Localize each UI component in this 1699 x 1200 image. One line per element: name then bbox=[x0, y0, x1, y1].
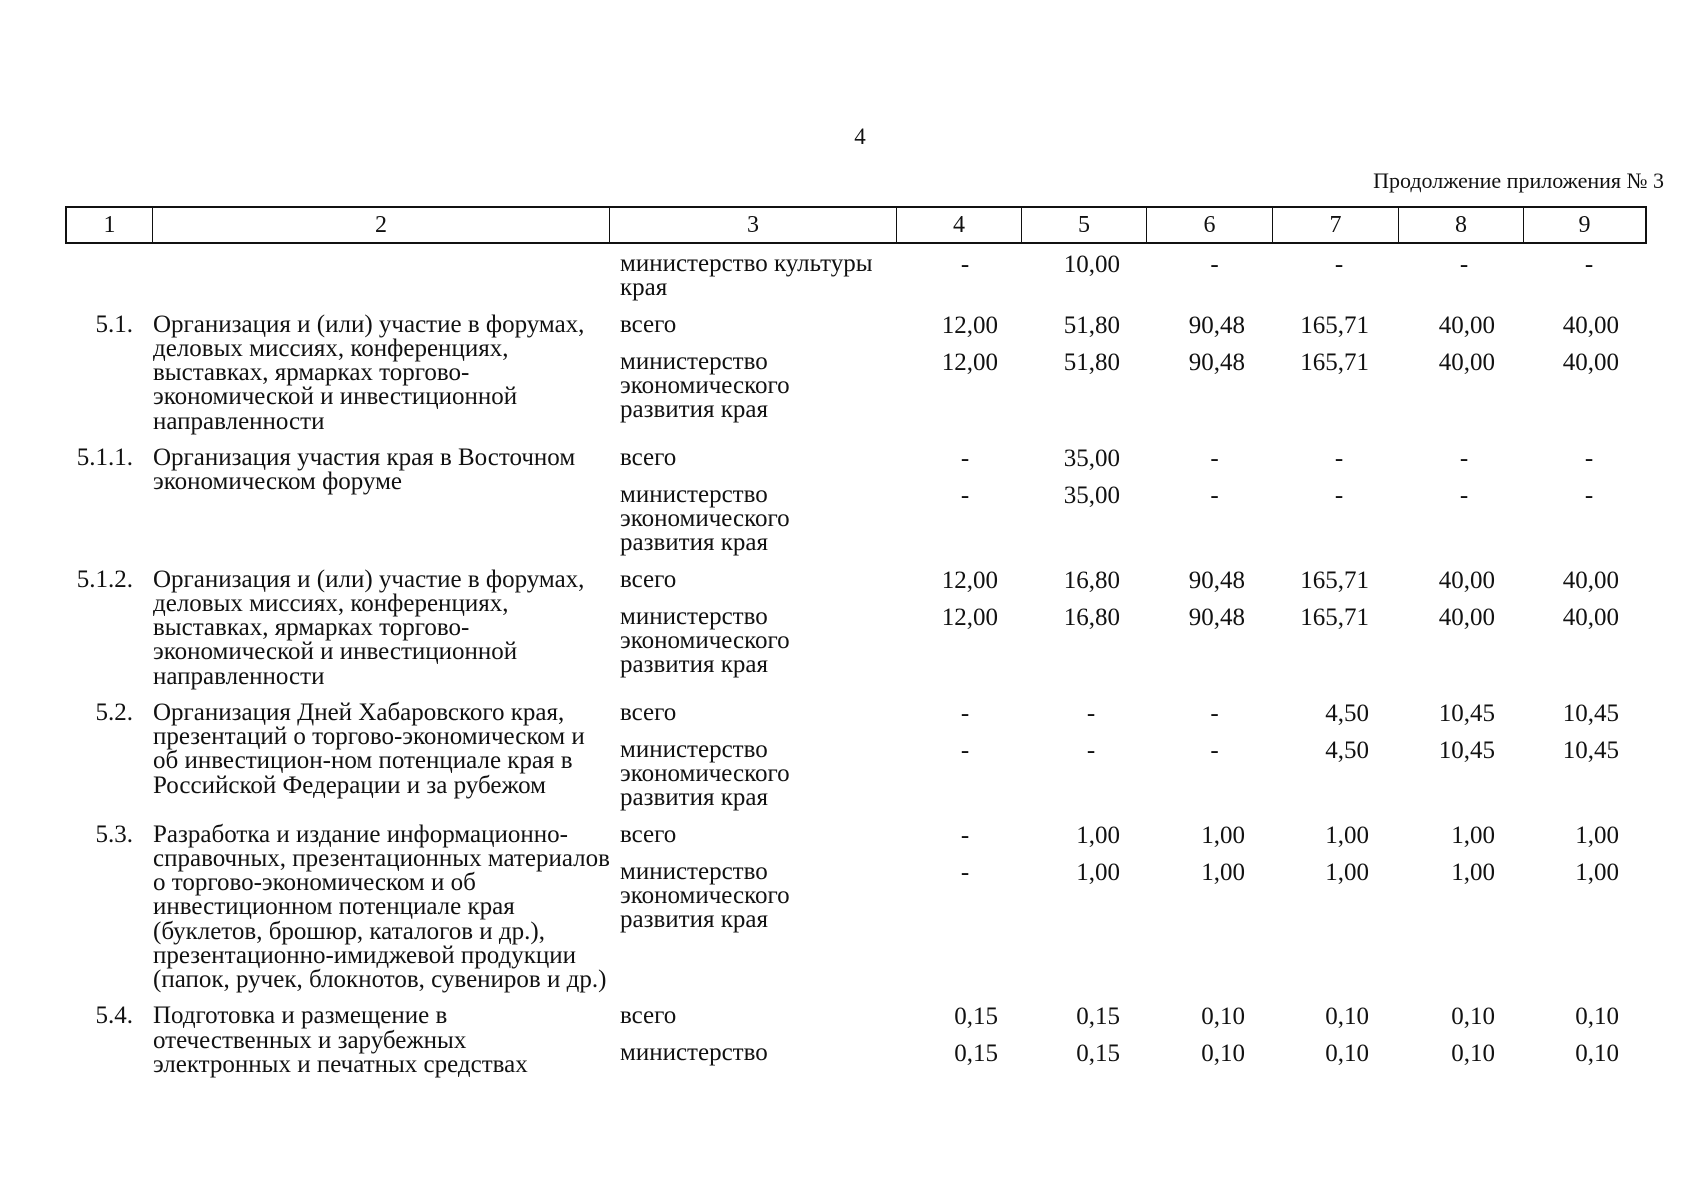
funding-line bbox=[610, 735, 1647, 812]
value-col-9: - bbox=[1584, 251, 1594, 278]
header-cell-7: 7 bbox=[1273, 208, 1399, 242]
value-col-4: 0,15 bbox=[954, 1003, 998, 1031]
header-cell-4: 4 bbox=[897, 208, 1022, 242]
value-col-7: 165,71 bbox=[1300, 566, 1369, 594]
table-row bbox=[65, 820, 1647, 993]
row-number: 5.4. bbox=[95, 1002, 133, 1030]
value-col-8: 40,00 bbox=[1438, 566, 1495, 594]
value-col-6: 90,48 bbox=[1188, 311, 1245, 339]
value-col-6: - bbox=[1210, 736, 1219, 764]
value-col-8: 0,10 bbox=[1451, 1003, 1495, 1031]
value-col-9: - bbox=[1584, 444, 1594, 472]
funding-line bbox=[610, 1004, 1647, 1029]
value-col-6: - bbox=[1210, 444, 1219, 472]
row-activity-name: Подготовка и размещение в отечественных и зарубежных электронных и печатных средствах bbox=[153, 1002, 528, 1078]
table-row bbox=[65, 565, 1647, 690]
value-col-6: 1,00 bbox=[1201, 858, 1245, 886]
value-col-5: 1,00 bbox=[1076, 858, 1120, 886]
funder-name: всего bbox=[620, 310, 677, 338]
value-col-8: 0,10 bbox=[1451, 1040, 1495, 1068]
value-col-4: 0,15 bbox=[954, 1040, 998, 1068]
appendix-continuation-label: Продолжение приложения № 3 bbox=[1373, 168, 1664, 193]
row-activity-name bbox=[145, 252, 610, 301]
funding-line bbox=[610, 1041, 1647, 1066]
value-col-4: - bbox=[960, 858, 970, 886]
table-row bbox=[65, 310, 1647, 435]
row-funding-lines bbox=[610, 252, 1647, 301]
funder-name: министерство экономического развития края bbox=[620, 347, 790, 423]
page-number: 4 bbox=[854, 124, 866, 149]
row-activity-name: Организация участия края в Восточном экономическом форуме bbox=[153, 443, 576, 495]
value-col-6: - bbox=[1210, 699, 1219, 727]
table-header-row bbox=[65, 206, 1647, 244]
value-col-4: - bbox=[960, 444, 970, 472]
row-funding-lines bbox=[610, 1004, 1647, 1077]
value-col-7: - bbox=[1334, 251, 1344, 278]
value-col-9: 10,45 bbox=[1562, 736, 1619, 764]
value-col-5: 0,15 bbox=[1076, 1040, 1120, 1068]
value-col-8: - bbox=[1459, 481, 1469, 509]
funding-line bbox=[610, 698, 1647, 727]
value-col-7: - bbox=[1334, 444, 1344, 472]
value-col-4: 12,00 bbox=[941, 348, 998, 376]
funder-name: министерство экономического развития края bbox=[620, 735, 790, 812]
row-activity-name: Организация и (или) участие в форумах, деловых миссиях, конференциях, выставках, ярмарках торгово-экономической и инвестиционной направленности bbox=[153, 565, 585, 690]
value-col-5: - bbox=[1086, 736, 1096, 764]
value-col-6: 90,48 bbox=[1188, 566, 1245, 594]
value-col-6: 90,48 bbox=[1188, 603, 1245, 631]
value-col-8: 10,45 bbox=[1438, 736, 1495, 764]
value-col-6: 90,48 bbox=[1188, 348, 1245, 376]
row-number: 5.1.1. bbox=[76, 443, 133, 471]
value-col-6: - bbox=[1210, 481, 1219, 509]
value-col-4: 12,00 bbox=[941, 603, 998, 631]
header-cell-1: 1 bbox=[67, 208, 153, 242]
value-col-9: - bbox=[1584, 481, 1594, 509]
row-activity-name: Разработка и издание информационно-справочных, презентационных материалов о торгово-экономическом и об инвестиционном потенциале края (буклетов, брошюр, каталогов и др.), презентационно-имиджевой продукции (папок, ручек, блокнотов, сувениров и др.) bbox=[153, 820, 610, 993]
value-col-5: 0,15 bbox=[1076, 1003, 1120, 1031]
funding-line bbox=[610, 820, 1647, 849]
value-col-8: 40,00 bbox=[1438, 311, 1495, 339]
value-col-8: 40,00 bbox=[1438, 603, 1495, 631]
table-body bbox=[65, 252, 1647, 1089]
value-col-7: 1,00 bbox=[1325, 821, 1369, 849]
value-col-7: 0,10 bbox=[1325, 1003, 1369, 1031]
funding-line bbox=[610, 480, 1647, 557]
value-col-8: - bbox=[1459, 444, 1469, 472]
row-activity-name: Организация и (или) участие в форумах, деловых миссиях, конференциях, выставках, ярмарках торгово-экономической и инвестиционной направленности bbox=[153, 310, 585, 435]
value-col-8: 1,00 bbox=[1451, 821, 1495, 849]
funder-name: министерство экономического развития края bbox=[620, 857, 790, 933]
row-number: 5.2. bbox=[95, 698, 133, 726]
value-col-9: 40,00 bbox=[1562, 566, 1619, 594]
header-cell-2: 2 bbox=[153, 208, 610, 242]
funding-line bbox=[610, 252, 1647, 301]
value-col-9: 1,00 bbox=[1575, 821, 1619, 849]
value-col-5: 51,80 bbox=[1063, 311, 1120, 339]
row-funding-lines bbox=[610, 820, 1647, 993]
value-col-4: 12,00 bbox=[941, 566, 998, 594]
value-col-8: 1,00 bbox=[1451, 858, 1495, 886]
value-col-4: - bbox=[960, 736, 970, 764]
value-col-4: - bbox=[960, 821, 970, 849]
value-col-6: 0,10 bbox=[1201, 1003, 1245, 1031]
funding-line bbox=[610, 857, 1647, 933]
value-col-5: - bbox=[1086, 699, 1096, 727]
value-col-4: - bbox=[960, 481, 970, 509]
value-col-9: 0,10 bbox=[1575, 1040, 1619, 1068]
value-col-7: - bbox=[1334, 481, 1344, 509]
funder-name: министерство экономического развития края bbox=[620, 480, 790, 557]
value-col-5: 16,80 bbox=[1063, 603, 1120, 631]
value-col-7: 4,50 bbox=[1325, 699, 1369, 727]
value-col-6: 1,00 bbox=[1201, 821, 1245, 849]
value-col-6: - bbox=[1210, 251, 1219, 278]
value-col-5: 35,00 bbox=[1063, 444, 1120, 472]
funder-name: всего bbox=[620, 820, 677, 848]
row-activity-name: Организация Дней Хабаровского края, презентаций о торгово-экономическом и об инвестицион-ном потенциале края в Российской Федерации и за рубежом bbox=[153, 698, 585, 799]
value-col-4: 12,00 bbox=[941, 311, 998, 339]
row-funding-lines bbox=[610, 565, 1647, 689]
header-cell-8: 8 bbox=[1399, 208, 1524, 242]
value-col-9: 10,45 bbox=[1562, 699, 1619, 727]
funding-line bbox=[610, 565, 1647, 594]
value-col-4: - bbox=[960, 251, 970, 278]
funder-name: министерство культуры края bbox=[620, 250, 873, 302]
funding-line bbox=[610, 602, 1647, 678]
funder-name: министерство bbox=[620, 1039, 768, 1067]
value-col-7: 165,71 bbox=[1300, 603, 1369, 631]
value-col-5: 16,80 bbox=[1063, 566, 1120, 594]
funding-line bbox=[610, 443, 1647, 472]
value-col-7: 165,71 bbox=[1300, 311, 1369, 339]
table-row bbox=[65, 252, 1647, 301]
value-col-5: 1,00 bbox=[1076, 821, 1120, 849]
value-col-8: - bbox=[1459, 251, 1469, 278]
row-number: 5.1. bbox=[95, 310, 133, 338]
value-col-9: 0,10 bbox=[1575, 1003, 1619, 1031]
row-funding-lines bbox=[610, 310, 1647, 434]
funding-line bbox=[610, 347, 1647, 423]
value-col-7: 1,00 bbox=[1325, 858, 1369, 886]
header-cell-9: 9 bbox=[1578, 211, 1591, 238]
table-row bbox=[65, 1004, 1647, 1077]
header-cell-3: 3 bbox=[610, 208, 897, 242]
funder-name: всего bbox=[620, 565, 677, 593]
value-col-5: 10,00 bbox=[1063, 251, 1120, 278]
row-funding-lines bbox=[610, 443, 1647, 557]
value-col-7: 165,71 bbox=[1300, 348, 1369, 376]
value-col-5: 51,80 bbox=[1063, 348, 1120, 376]
value-col-9: 1,00 bbox=[1575, 858, 1619, 886]
value-col-8: 40,00 bbox=[1438, 348, 1495, 376]
value-col-7: 0,10 bbox=[1325, 1040, 1369, 1068]
row-number: 5.1.2. bbox=[76, 565, 133, 593]
funder-name: всего bbox=[620, 443, 677, 471]
value-col-9: 40,00 bbox=[1562, 348, 1619, 376]
row-funding-lines bbox=[610, 698, 1647, 812]
value-col-9: 40,00 bbox=[1562, 603, 1619, 631]
row-number bbox=[65, 252, 145, 301]
value-col-4: - bbox=[960, 699, 970, 727]
value-col-7: 4,50 bbox=[1325, 736, 1369, 764]
value-col-9: 40,00 bbox=[1562, 311, 1619, 339]
row-number: 5.3. bbox=[95, 820, 133, 848]
value-col-8: 10,45 bbox=[1438, 699, 1495, 727]
funding-line bbox=[610, 310, 1647, 339]
table-row bbox=[65, 443, 1647, 557]
value-col-6: 0,10 bbox=[1201, 1040, 1245, 1068]
header-cell-6: 6 bbox=[1147, 208, 1273, 242]
header-cell-5: 5 bbox=[1022, 208, 1147, 242]
funder-name: министерство экономического развития края bbox=[620, 602, 790, 678]
table-row bbox=[65, 698, 1647, 812]
funder-name: всего bbox=[620, 698, 677, 726]
value-col-5: 35,00 bbox=[1063, 481, 1120, 509]
funder-name: всего bbox=[620, 1002, 677, 1030]
